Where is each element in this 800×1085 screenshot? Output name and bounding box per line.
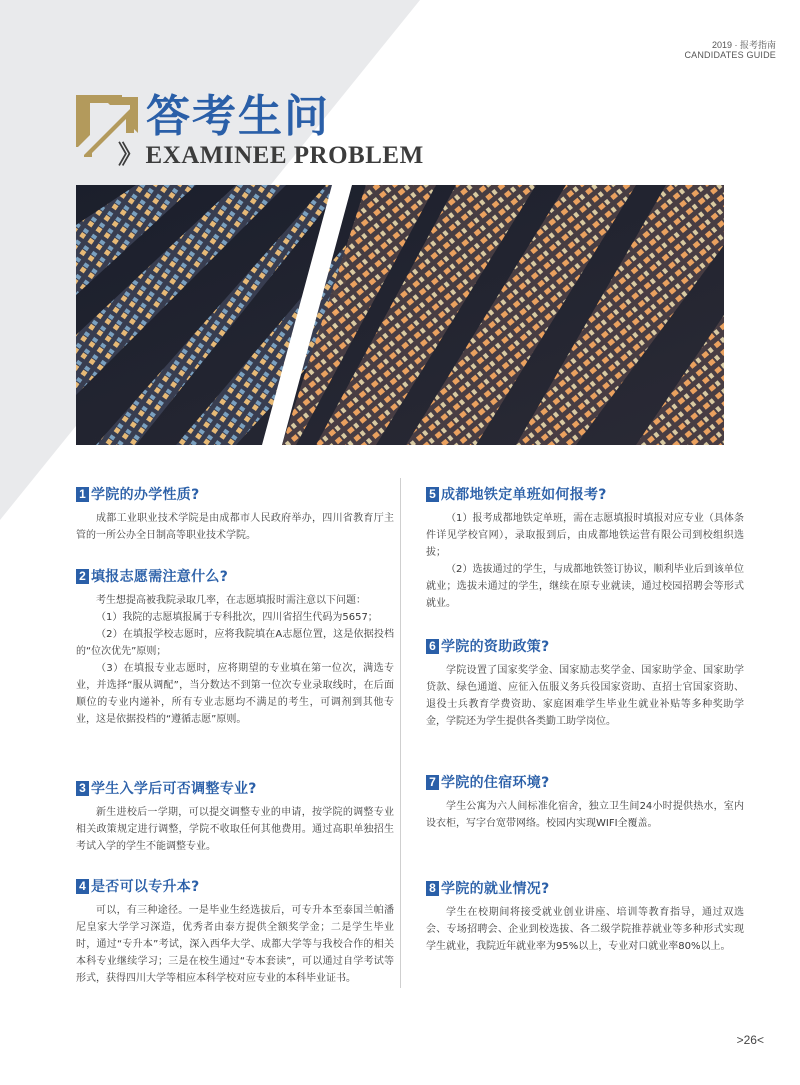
qa-section-8 xyxy=(426,878,744,955)
page-right-mark: < xyxy=(756,1033,764,1047)
qa-section-2 xyxy=(76,566,394,728)
section-number: 7 xyxy=(426,775,439,790)
section-paragraph: （2）选拔通过的学生，与成都地铁签订协议，顺利毕业后到该单位就业；选拔未通过的学生，继续在原专业就读，通过校园招聘会等形式就业。 xyxy=(426,564,744,609)
section-paragraph: 学生在校期间将接受就业创业讲座、培训等教育指导，通过双选会、专场招聘会、企业到校选拔、各二级学院推荐就业等多种形式实现学生就业，我院近年就业率为95%以上，专业对口就业率80%以上。 xyxy=(426,907,744,952)
qa-section-4 xyxy=(76,876,394,987)
section-paragraph: 新生进校后一学期，可以提交调整专业的申请，按学院的调整专业相关政策规定进行调整，学院不收取任何其他费用。通过高职单独招生考试入学的学生不能调整专业。 xyxy=(76,807,394,852)
qa-section-3 xyxy=(76,778,394,855)
section-title: 学院的就业情况? xyxy=(441,881,550,897)
page-title: 答考生问 xyxy=(146,91,330,142)
page-header xyxy=(684,40,776,60)
section-number: 4 xyxy=(76,879,89,894)
qa-section-1 xyxy=(76,484,394,544)
page-left-mark: > xyxy=(736,1033,744,1047)
city-buildings-image xyxy=(76,185,724,445)
section-number: 1 xyxy=(76,487,89,502)
column-divider xyxy=(400,478,401,988)
qa-section-7 xyxy=(426,772,744,832)
section-number: 6 xyxy=(426,639,439,654)
section-title: 填报志愿需注意什么? xyxy=(91,569,229,585)
section-paragraph: 可以，有三种途径。一是毕业生经选拔后，可专升本至泰国兰帕潘尼皇家大学学习深造，优秀者由泰方提供全额奖学金；二是学生毕业时，通过“专升本”考试，深入西华大学、成都大学等与我校合作的相关本科专业继续学习；三是在校生通过“专本套读”，可以通过自学考试等形式，获得四川大学等相应本科学校对应专业的本科毕业证书。 xyxy=(76,905,394,984)
header-year-label: 2019 · 报考指南 xyxy=(711,40,776,50)
header-guide-label: CANDIDATES GUIDE xyxy=(684,50,776,60)
section-paragraph: 学院设置了国家奖学金、国家励志奖学金、国家助学金、国家助学贷款、绿色通道、应征入伍服义务兵役国家资助、直招士官国家资助、退役士兵教育学费资助、家庭困难学生毕业生就业补贴等多种奖助学金，学院还为学生提供各类勤工助学岗位。 xyxy=(426,665,744,727)
section-title: 是否可以专升本? xyxy=(91,879,200,895)
section-title: 学院的办学性质? xyxy=(91,487,200,503)
section-title: 学院的住宿环境? xyxy=(441,775,550,791)
page-number xyxy=(737,1033,764,1047)
section-number: 2 xyxy=(76,569,89,584)
qa-section-5 xyxy=(426,484,744,612)
section-number: 8 xyxy=(426,881,439,896)
section-paragraph: 学生公寓为六人间标准化宿舍，独立卫生间24小时提供热水，室内设衣柜，写字台宽带网络。校园内实现WIFI全覆盖。 xyxy=(426,801,744,829)
page-number-value: 26 xyxy=(743,1033,757,1047)
section-title: 学院的资助政策? xyxy=(441,639,550,655)
section-paragraph: （2）在填报学校志愿时，应将我院填在A志愿位置，这是依据投档的“位次优先”原则； xyxy=(76,629,394,657)
section-paragraph: （3）在填报专业志愿时，应将期望的专业填在第一位次，满选专业，并选择“服从调配”，当分数达不到第一位次专业录取线时，在后面顺位的专业内递补，所有专业志愿均不满足的考生，可调剂到其他专业，这是依据投档的“遵循志愿”原则。 xyxy=(76,663,394,725)
subtitle-chevron: 》 xyxy=(118,142,144,169)
section-paragraph: 成都工业职业技术学院是由成都市人民政府举办，四川省教育厅主管的一所公办全日制高等职业技术学院。 xyxy=(76,513,394,541)
section-paragraph: （1）我院的志愿填报属于专科批次，四川省招生代码为5657； xyxy=(96,612,378,623)
section-paragraph: （1）报考成都地铁定单班，需在志愿填报时填报对应专业（具体条件详见学校官网），录取报到后，由成都地铁运营有限公司到校组织选拔； xyxy=(426,513,744,558)
section-number: 5 xyxy=(426,487,439,502)
page-subtitle xyxy=(118,135,424,171)
hero-photo xyxy=(76,185,724,445)
section-number: 3 xyxy=(76,781,89,796)
section-title: 成都地铁定单班如何报考? xyxy=(441,487,607,503)
section-title: 学生入学后可否调整专业? xyxy=(91,781,257,797)
qa-section-6 xyxy=(426,636,744,730)
section-paragraph: 考生想提高被我院录取几率，在志愿填报时需注意以下问题： xyxy=(96,595,366,606)
subtitle-text: EXAMINEE PROBLEM xyxy=(145,142,424,169)
